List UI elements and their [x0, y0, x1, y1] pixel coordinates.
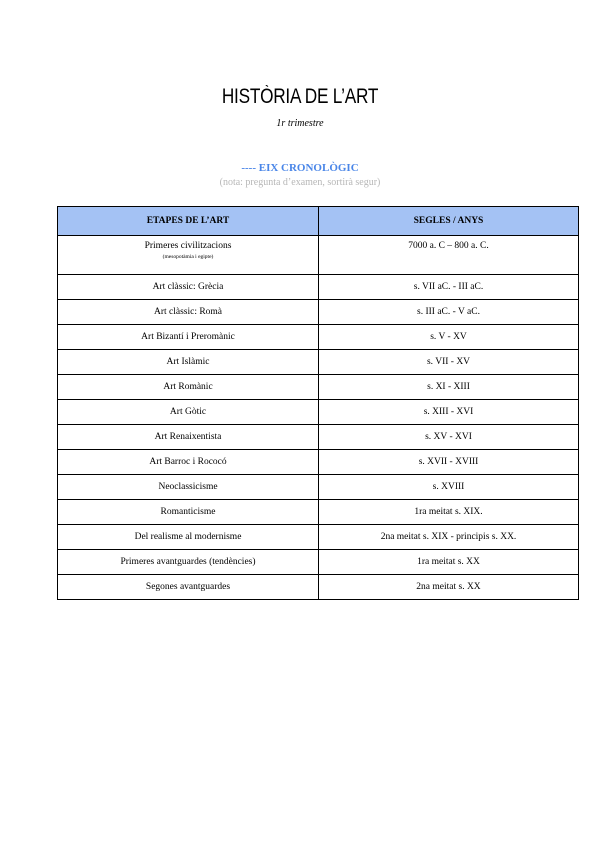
period-cell: 7000 a. C – 800 a. C.	[319, 236, 579, 275]
period-cell: s. XI - XIII	[319, 375, 579, 400]
header-centuries: SEGLES / ANYS	[319, 207, 579, 236]
table-row	[58, 375, 579, 400]
table-row	[58, 350, 579, 375]
stage-cell: Art Bizantí i Preromànic	[58, 325, 319, 350]
table-row	[58, 300, 579, 325]
stage-cell: Art Romànic	[58, 375, 319, 400]
stage-label: Primeres civilitzacions	[144, 241, 232, 251]
table-row	[58, 475, 579, 500]
stage-cell: Art Barroc i Rococó	[58, 450, 319, 475]
table-row	[58, 325, 579, 350]
period-cell: s. III aC. - V aC.	[319, 300, 579, 325]
table-row	[58, 575, 579, 600]
section-heading: ---- EIX CRONOLÒGIC	[241, 162, 359, 174]
table-row	[58, 525, 579, 550]
stage-cell: Primeres avantguardes (tendències)	[58, 550, 319, 575]
period-cell: s. V - XV	[319, 325, 579, 350]
stage-cell: Segones avantguardes	[58, 575, 319, 600]
stage-cell: Art Renaixentista	[58, 425, 319, 450]
table-row	[58, 275, 579, 300]
document-title: HISTÒRIA DE L’ART	[221, 85, 379, 108]
period-cell: 1ra meitat s. XIX.	[319, 500, 579, 525]
table-row	[58, 500, 579, 525]
period-cell: s. XV - XVI	[319, 425, 579, 450]
stage-cell: Art Gòtic	[58, 400, 319, 425]
stage-cell: Neoclassicisme	[58, 475, 319, 500]
stage-cell: Del realisme al modernisme	[58, 525, 319, 550]
period-cell: s. VII aC. - III aC.	[319, 275, 579, 300]
table-row	[58, 450, 579, 475]
table-row	[58, 400, 579, 425]
period-cell: s. XVIII	[319, 475, 579, 500]
chronology-table	[57, 206, 579, 600]
header-stages: ETAPES DE L’ART	[58, 207, 319, 236]
stage-cell	[58, 236, 319, 275]
period-cell: s. VII - XV	[319, 350, 579, 375]
table-row	[58, 236, 579, 275]
section-note: (nota: pregunta d’examen, sortirà segur)	[219, 177, 381, 188]
table-row	[58, 425, 579, 450]
period-cell: 2na meitat s. XIX - principis s. XX.	[319, 525, 579, 550]
stage-cell: Art clàssic: Grècia	[58, 275, 319, 300]
period-cell: 2na meitat s. XX	[319, 575, 579, 600]
document-subtitle: 1r trimestre	[276, 118, 324, 129]
table-header-row	[58, 207, 579, 236]
stage-cell: Art Islàmic	[58, 350, 319, 375]
period-cell: 1ra meitat s. XX	[319, 550, 579, 575]
period-cell: s. XIII - XVI	[319, 400, 579, 425]
period-cell: s. XVII - XVIII	[319, 450, 579, 475]
stage-cell: Romanticisme	[58, 500, 319, 525]
stage-note: (mesopotàmia i egipte)	[162, 254, 214, 260]
stage-cell: Art clàssic: Romà	[58, 300, 319, 325]
table-row	[58, 550, 579, 575]
